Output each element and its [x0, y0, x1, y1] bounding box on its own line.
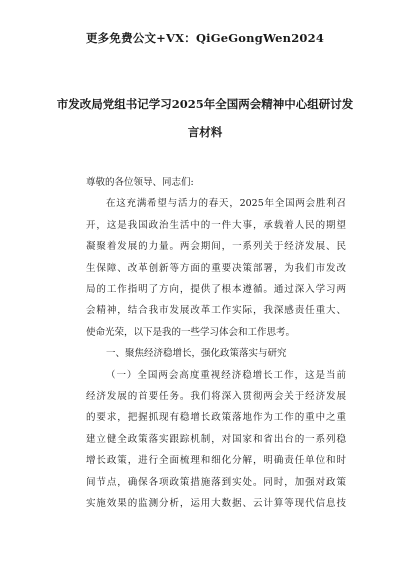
section-heading: 一、聚焦经济稳增长，强化政策落实与研究: [106, 348, 287, 360]
promo-header: 更多免费公文+VX：QiGeGongWen2024: [85, 31, 325, 45]
document-title-line-1: 市发改局党组书记学习2025年全国两会精神中心组研讨发: [56, 97, 354, 111]
body-line: 间节点，确保各项政策措施落到实处。同时，加强对政策: [86, 476, 346, 488]
body-line: （一）全国两会高度重视经济稳增长工作，这是当前: [106, 369, 346, 381]
salutation: 尊敬的各位领导、同志们:: [86, 177, 194, 188]
body-line: 局的工作指明了方向，提供了根本遵循。通过深入学习两: [86, 284, 346, 296]
document-body: [86, 172, 346, 515]
body-line: 实施效果的监测分析，运用大数据、云计算等现代信息技: [86, 498, 346, 510]
body-line: 生保障、改革创新等方面的重要决策部署，为我们市发改: [86, 262, 346, 274]
body-line: 的要求，把握抓现有稳增长政策落地作为工作的重中之重: [86, 412, 346, 424]
body-line: 在这充满希望与活力的春天，2025年全国两会胜利召: [106, 198, 346, 210]
body-line: 经济发展的首要任务。我们将深入贯彻两会关于经济发展: [86, 391, 346, 403]
body-line: 建立健全政策落实跟踪机制，对国家和省出台的一系列稳: [86, 433, 346, 445]
document-title-line-2: 言材料: [187, 125, 223, 139]
body-line: 会精神，结合我市发展改革工作实际，我深感责任重大、: [86, 305, 346, 317]
body-line: 增长政策，进行全面梳理和细化分解，明确责任单位和时: [86, 455, 346, 467]
body-line: 凝聚着发展的力量。两会期间，一系列关于经济发展、民: [86, 241, 346, 253]
body-line: 开，这是我国政治生活中的一件大事，承载着人民的期望: [86, 219, 346, 231]
body-line: 使命光荣，以下是我的一些学习体会和工作思考。: [86, 326, 296, 338]
